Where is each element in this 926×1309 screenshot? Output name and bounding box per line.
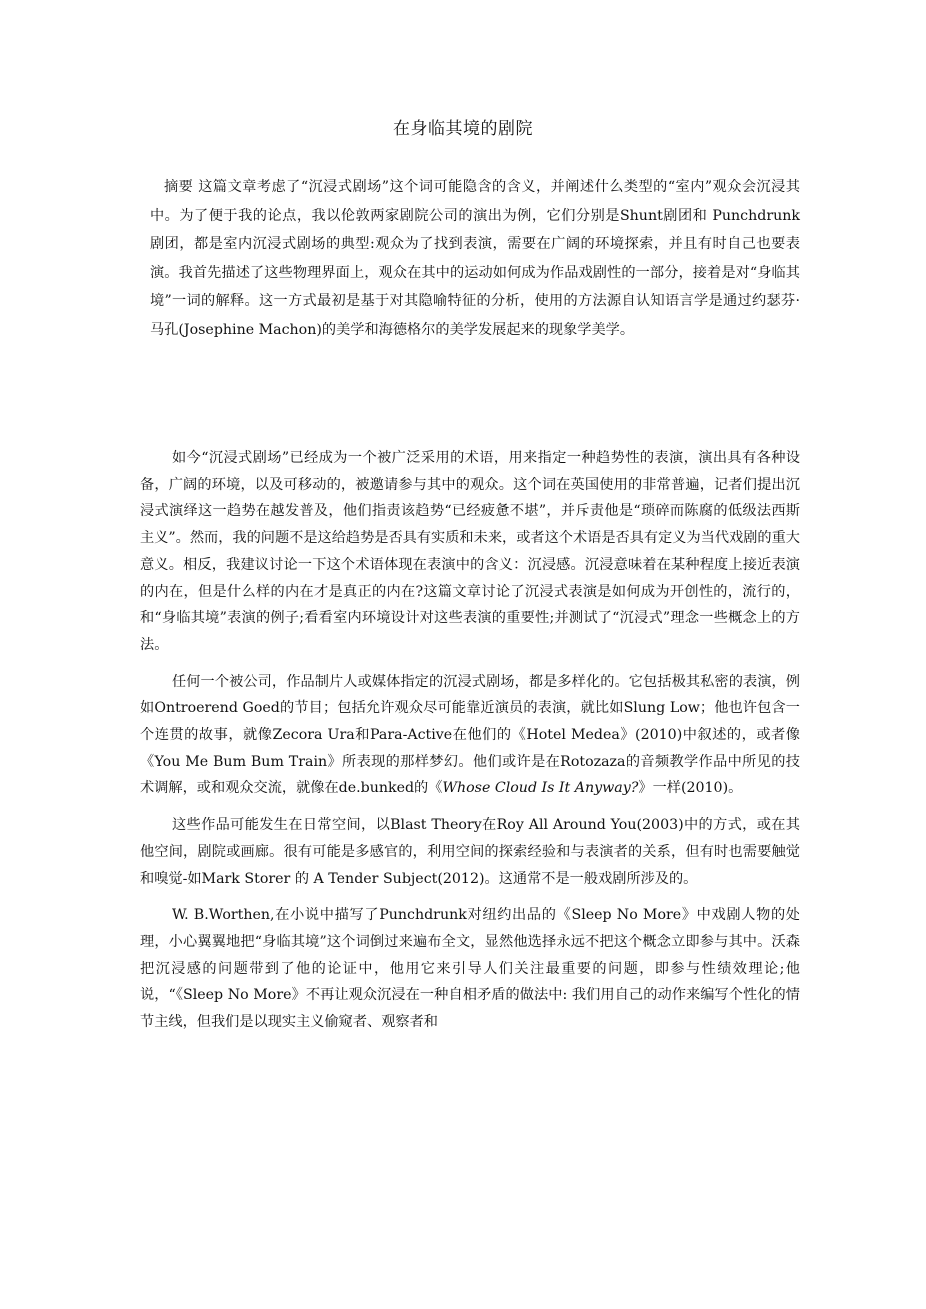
body-paragraph-1: 如今“沉浸式剧场”已经成为一个被广泛采用的术语，用来指定一种趋势性的表演，演出具有各种设备，广阔的环境，以及可移动的，被邀请参与其中的观众。这个词在英国使用的非常普遍，记者们提出沉浸式演绎这一趋势在越发普及，他们指责该趋势“已经疲惫不堪”，并斥责他是“琐碎而陈腐的低级法西斯主义”。然而，我的问题不是这给趋势是否具有实质和未来，或者这个术语是否具有定义为当代戏剧的重大意义。相反，我建议讨论一下这个术语体现在表演中的含义：沉浸感。沉浸意味着在某种程度上接近表演的内在，但是什么样的内在才是真正的内在?这篇文章讨论了沉浸式表演是如何成为开创性的，流行的，和“身临其境”表演的例子;看看室内环境设计对这些表演的重要性;并测试了“沉浸式”理念一些概念上的方法。 [140,450,800,653]
body-paragraph-3: 这些作品可能发生在日常空间，以Blast Theory在Roy All Around You(2003)中的方式，或在其他空间，剧院或画廊。很有可能是多感官的，利用空间的探索经验和与表演者的关系，但有时也需要触觉和嗅觉-如Mark Storer 的 A Tender Subject(2012)。这通常不是一般戏剧所涉及的。 [140,817,800,887]
body-text [140,445,800,1046]
paragraph-2-text: 任何一个被公司，作品制片人或媒体指定的沉浸式剧场，都是多样化的。它包括极其私密的表演，例如Ontroerend Goed的节目；包括允许观众尽可能靠近演员的表演，就比如Slung Low；他也许包含一个连贯的故事，就像Zecora Ura和Para-Active在他们的《Hotel Medea》(2010)中叙述的，或者像《You Me Bum Bum Train》所表现的那样梦幻。他们或许是在Rotozaza的音频教学作品中所见的技术调解，或和观众交流，就像在de.bunked的《 [140,673,800,797]
body-paragraph-4: W. B.Worthen,在小说中描写了Punchdrunk对纽约出品的《Sleep No More》中戏剧人物的处理，小心翼翼地把“身临其境”这个词倒过来遍布全文，显然他选择永远不把这个概念立即参与其中。沃森把沉浸感的问题带到了他的论证中，他用它来引导人们关注最重要的问题，即参与性绩效理论;他说，“《Sleep No More》不再让观众沉浸在一种自相矛盾的做法中: 我们用自己的动作来编写个性化的情节主线，但我们是以现实主义偷窥者、观察者和 [140,907,800,1031]
italic-title-whose-cloud: Whose Cloud Is It Anyway? [442,780,639,797]
paragraph-2-tail: 》一样(2010)。 [638,780,743,797]
abstract-paragraph: 摘要 这篇文章考虑了“沉浸式剧场”这个词可能隐含的含义，并阐述什么类型的“室内”观众会沉浸其中。为了便于我的论点，我以伦敦两家剧院公司的演出为例，它们分别是Shunt剧团和 Punchdrunk 剧团，都是室内沉浸式剧场的典型:观众为了找到表演，需要在广阔的环境探索，并且有时自己也要表演。我首先描述了这些物理界面上，观众在其中的运动如何成为作品戏剧性的一部分，接着是对“身临其境”一词的解释。这一方式最初是基于对其隐喻特征的分析，使用的方法源自认知语言学是通过约瑟芬·马孔(Josephine Machon)的美学和海德格尔的美学发展起来的现象学美学。 [150,179,800,338]
body-paragraph-2 [140,669,800,803]
document-title: 在身临其境的剧院 [393,119,533,139]
